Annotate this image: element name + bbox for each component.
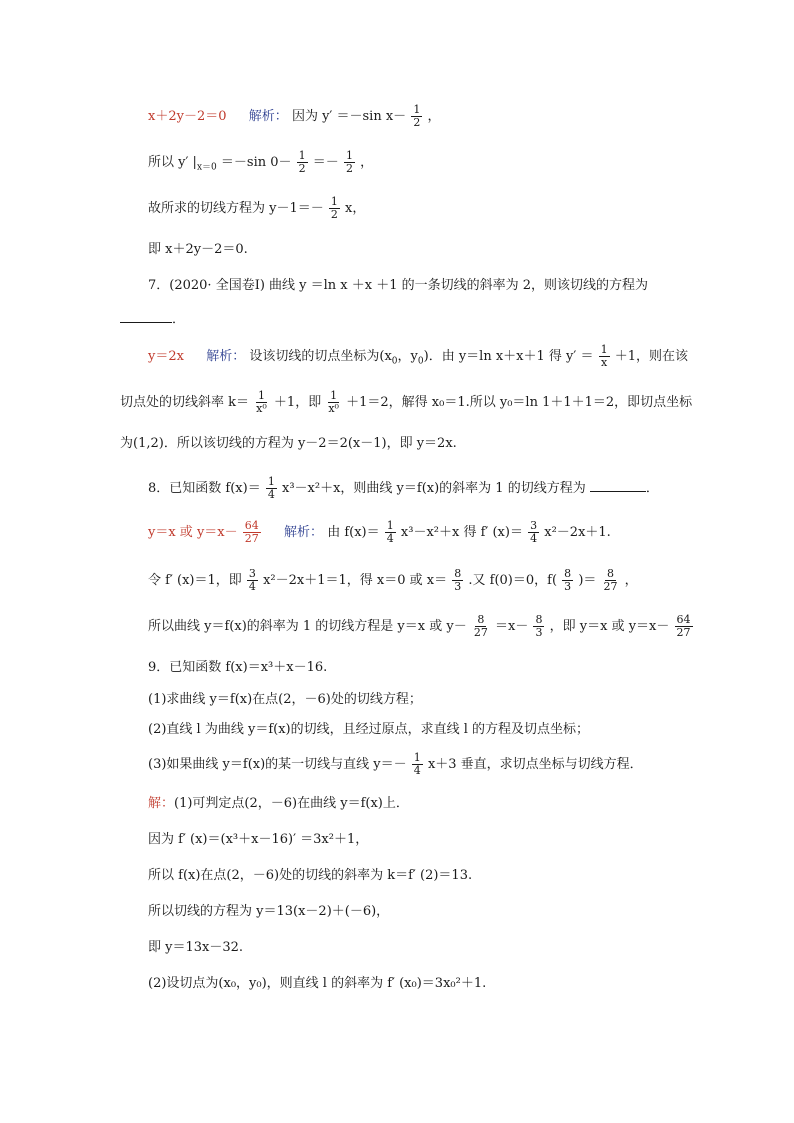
text: x²－2x＋1＝1，得 x＝0 或 x＝ — [263, 573, 448, 588]
solution-9-line-6: (2)设切点为(x₀，y₀)，则直线 l 的斜率为 f′ (x₀)＝3x₀²＋1. — [148, 976, 487, 991]
question-9-part-1: (1)求曲线 y＝f(x)在点(2，－6)处的切线方程； — [148, 692, 422, 707]
den: 27 — [244, 532, 259, 545]
num: 1 — [330, 195, 338, 208]
text: ， — [360, 155, 374, 170]
answer-blank — [590, 479, 646, 492]
question-9-part-3 — [148, 752, 643, 777]
num: 1 — [600, 343, 608, 356]
solution-6-line-2 — [148, 150, 373, 178]
solution-9-line-2: 因为 f′ (x)＝(x³＋x－16)′ ＝3x²＋1， — [148, 832, 369, 847]
text: 令 f′ (x)＝1，即 — [148, 573, 242, 588]
den: 4 — [413, 764, 421, 777]
text: 设该切线的切点坐标为(x — [249, 349, 392, 364]
fraction — [266, 476, 277, 501]
num: 1 — [413, 751, 421, 764]
num: 1 — [413, 103, 421, 116]
text: )＝ — [578, 573, 597, 588]
fraction — [344, 150, 355, 175]
solution-7-line-2 — [120, 390, 692, 415]
text: 8．已知函数 f(x)＝ — [148, 481, 261, 496]
question-9: 9．已知函数 f(x)＝x³＋x－16. — [148, 660, 328, 675]
fraction — [533, 614, 544, 639]
den: 2 — [298, 162, 306, 175]
num: 8 — [607, 567, 615, 580]
fraction — [675, 614, 693, 639]
text: 所以曲线 y＝f(x)的斜率为 1 的切线方程是 y＝x 或 y－ — [148, 619, 467, 634]
solution-8-line-1 — [148, 520, 611, 545]
num: 64 — [676, 613, 691, 626]
question-9-part-2: (2)直线 l 为曲线 y＝f(x)的切线，且经过原点，求直线 l 的方程及切点坐标； — [148, 722, 590, 737]
solution-8-line-2 — [148, 568, 638, 593]
text: 由 f(x)＝ — [327, 525, 380, 540]
text: ． — [172, 312, 186, 327]
num: 8 — [564, 567, 572, 580]
question-8 — [148, 476, 659, 501]
text: x³－x²＋x 得 f′ (x)＝ — [400, 525, 523, 540]
text: ＝x－ — [495, 619, 529, 634]
den: 3 — [535, 626, 543, 639]
den: 27 — [473, 626, 488, 639]
text: 切点处的切线斜率 k＝ — [120, 395, 250, 410]
fraction — [326, 390, 341, 415]
solution-6-line-4: 即 x＋2y－2＝0. — [148, 242, 248, 257]
solution-7-line-3: 为(1,2)．所以该切线的方程为 y－2＝2(x－1)，即 y＝2x. — [120, 436, 457, 451]
fraction — [243, 520, 261, 545]
num: 1 — [345, 149, 353, 162]
num: 8 — [535, 613, 543, 626]
solution-9-line-5: 即 y＝13x－32. — [148, 940, 244, 955]
answer-7: y＝2x — [148, 349, 184, 364]
fraction — [528, 520, 539, 545]
num: 8 — [477, 613, 485, 626]
answer-6: x＋2y－2＝0 — [148, 109, 227, 124]
text: x³－x²＋x，则曲线 y＝f(x)的斜率为 1 的切线方程为 — [281, 481, 586, 496]
solution-7-line-1 — [148, 344, 688, 372]
den: 2 — [345, 162, 353, 175]
solution-6-line-3 — [148, 196, 365, 221]
num: 1 — [267, 475, 275, 488]
den: 27 — [676, 626, 691, 639]
den: x⁰ — [256, 402, 267, 415]
fraction — [411, 104, 422, 129]
solution-9-line-3: 所以 f(x)在点(2，－6)处的切线的斜率为 k＝f′ (2)＝13. — [148, 868, 473, 883]
den: 4 — [248, 580, 256, 593]
text: ，y — [397, 349, 418, 364]
text: ＝－ — [312, 155, 339, 170]
fraction — [254, 390, 269, 415]
fraction — [602, 568, 620, 593]
num: 8 — [454, 567, 462, 580]
text: 故所求的切线方程为 y－1＝－ — [148, 201, 324, 216]
text: x＋3 垂直，求切点坐标与切线方程． — [427, 757, 643, 772]
den: x⁰ — [328, 402, 339, 415]
analysis-label: 解析： — [206, 349, 246, 364]
analysis-label: 解析： — [284, 525, 324, 540]
fraction — [562, 568, 573, 593]
solution-9-line-4: 所以切线的方程为 y＝13(x－2)＋(－6)， — [148, 904, 390, 919]
text: ＋1＝2，解得 x₀＝1.所以 y₀＝ln 1＋1＋1＝2，即切点坐标 — [346, 395, 693, 410]
den: 4 — [386, 532, 394, 545]
solution-9-line-1 — [148, 794, 409, 814]
num: 1 — [386, 519, 394, 532]
text: ＋1，则在该 — [614, 349, 689, 364]
text: 所以 y′ | — [148, 155, 197, 170]
fraction — [385, 520, 396, 545]
subscript: 0 — [417, 356, 424, 367]
num: 1 — [257, 389, 265, 402]
text: )．由 y＝ln x＋x＋1 得 y′ ＝ — [423, 349, 594, 364]
fraction — [599, 344, 610, 369]
fraction — [329, 196, 340, 221]
den: 2 — [330, 208, 338, 221]
answer-blank — [120, 310, 172, 323]
den: 2 — [413, 116, 421, 129]
text: ， — [427, 109, 441, 124]
num: 64 — [244, 519, 259, 532]
text: .又 f(0)＝0，f( — [468, 573, 558, 588]
solution-8-line-3 — [148, 614, 694, 639]
num: 3 — [248, 567, 256, 580]
question-7-blank-line — [120, 310, 185, 330]
den: 27 — [603, 580, 618, 593]
fraction — [452, 568, 463, 593]
den: 3 — [564, 580, 572, 593]
solution-6-line-1 — [148, 104, 440, 129]
analysis-label: 解析： — [248, 109, 288, 124]
text: ． — [645, 481, 659, 496]
text: ，即 y＝x 或 y＝x－ — [549, 619, 670, 634]
den: x — [601, 356, 608, 369]
subscript: x＝0 — [196, 162, 217, 173]
subscript: 0 — [391, 356, 398, 367]
num: 1 — [298, 149, 306, 162]
answer-8: y＝x 或 y＝x－ — [148, 525, 238, 540]
num: 3 — [530, 519, 538, 532]
text: x， — [345, 201, 366, 216]
text: ＋1，即 — [273, 395, 322, 410]
fraction — [297, 150, 308, 175]
text: (1)可判定点(2，－6)在曲线 y＝f(x)上． — [174, 796, 409, 811]
text: (3)如果曲线 y＝f(x)的某一切线与直线 y＝－ — [148, 757, 407, 772]
text: ， — [624, 573, 638, 588]
text: x²－2x＋1. — [544, 525, 611, 540]
num: 1 — [330, 389, 338, 402]
fraction — [247, 568, 258, 593]
fraction — [472, 614, 490, 639]
question-7: 7．(2020· 全国卷Ⅰ) 曲线 y ＝ln x ＋x ＋1 的一条切线的斜率为 2，则该切线的方程为 — [148, 278, 649, 293]
text: 因为 y′ ＝－sin x－ — [291, 109, 407, 124]
den: 3 — [454, 580, 462, 593]
fraction — [412, 752, 423, 777]
solution-label: 解： — [148, 796, 175, 811]
den: 4 — [267, 488, 275, 501]
den: 4 — [530, 532, 538, 545]
text: ＝－sin 0－ — [220, 155, 292, 170]
